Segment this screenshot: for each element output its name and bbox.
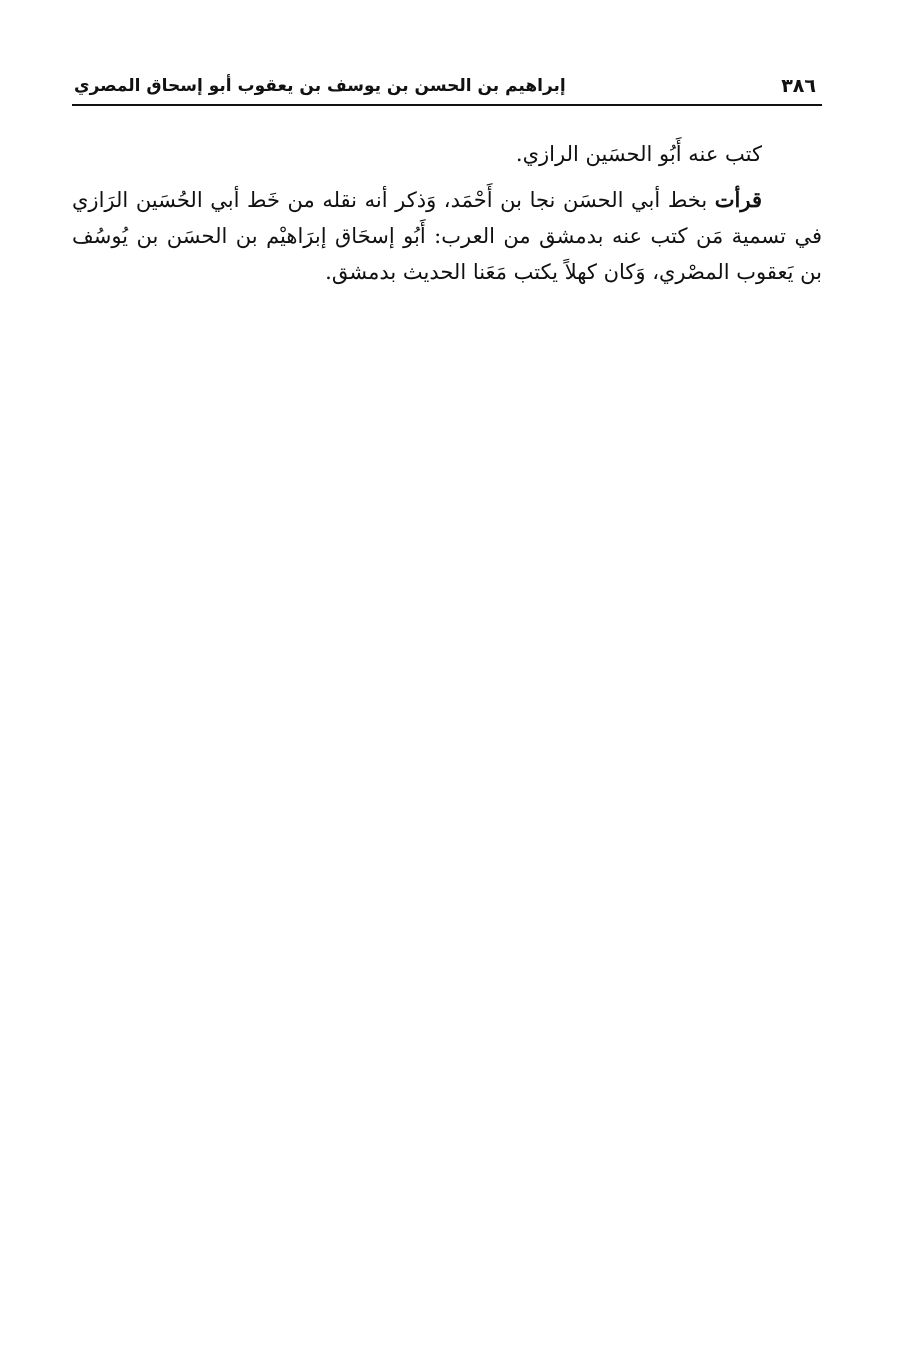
page-number: ٣٨٦ [781, 75, 816, 97]
body-text [72, 136, 822, 300]
paragraph [72, 182, 822, 290]
running-header [72, 72, 822, 102]
paragraph-text: كتب عنه أَبُو الحسَين الرازي. [515, 142, 762, 166]
running-header-title: إبراهيم بن الحسن بن يوسف بن يعقوب أبو إسحاق المصري [74, 76, 566, 96]
paragraph [72, 136, 822, 172]
header-divider [72, 104, 822, 106]
paragraph-text: بخط أبي الحسَن نجا بن أَحْمَد، وَذكر أنه نقله من خَط أبي الحُسَين الرَازي في تسمية مَن كتب عنه بدمشق من العرب: أَبُو إسحَاق إبرَاهيْم بن الحسَن بن يُوسُف بن يَعقوب المصْري، وَكان كهلاً يكتب مَعَنا الحديث بدمشق. [72, 188, 822, 284]
paragraph-lead-word: قرأت [714, 187, 762, 212]
